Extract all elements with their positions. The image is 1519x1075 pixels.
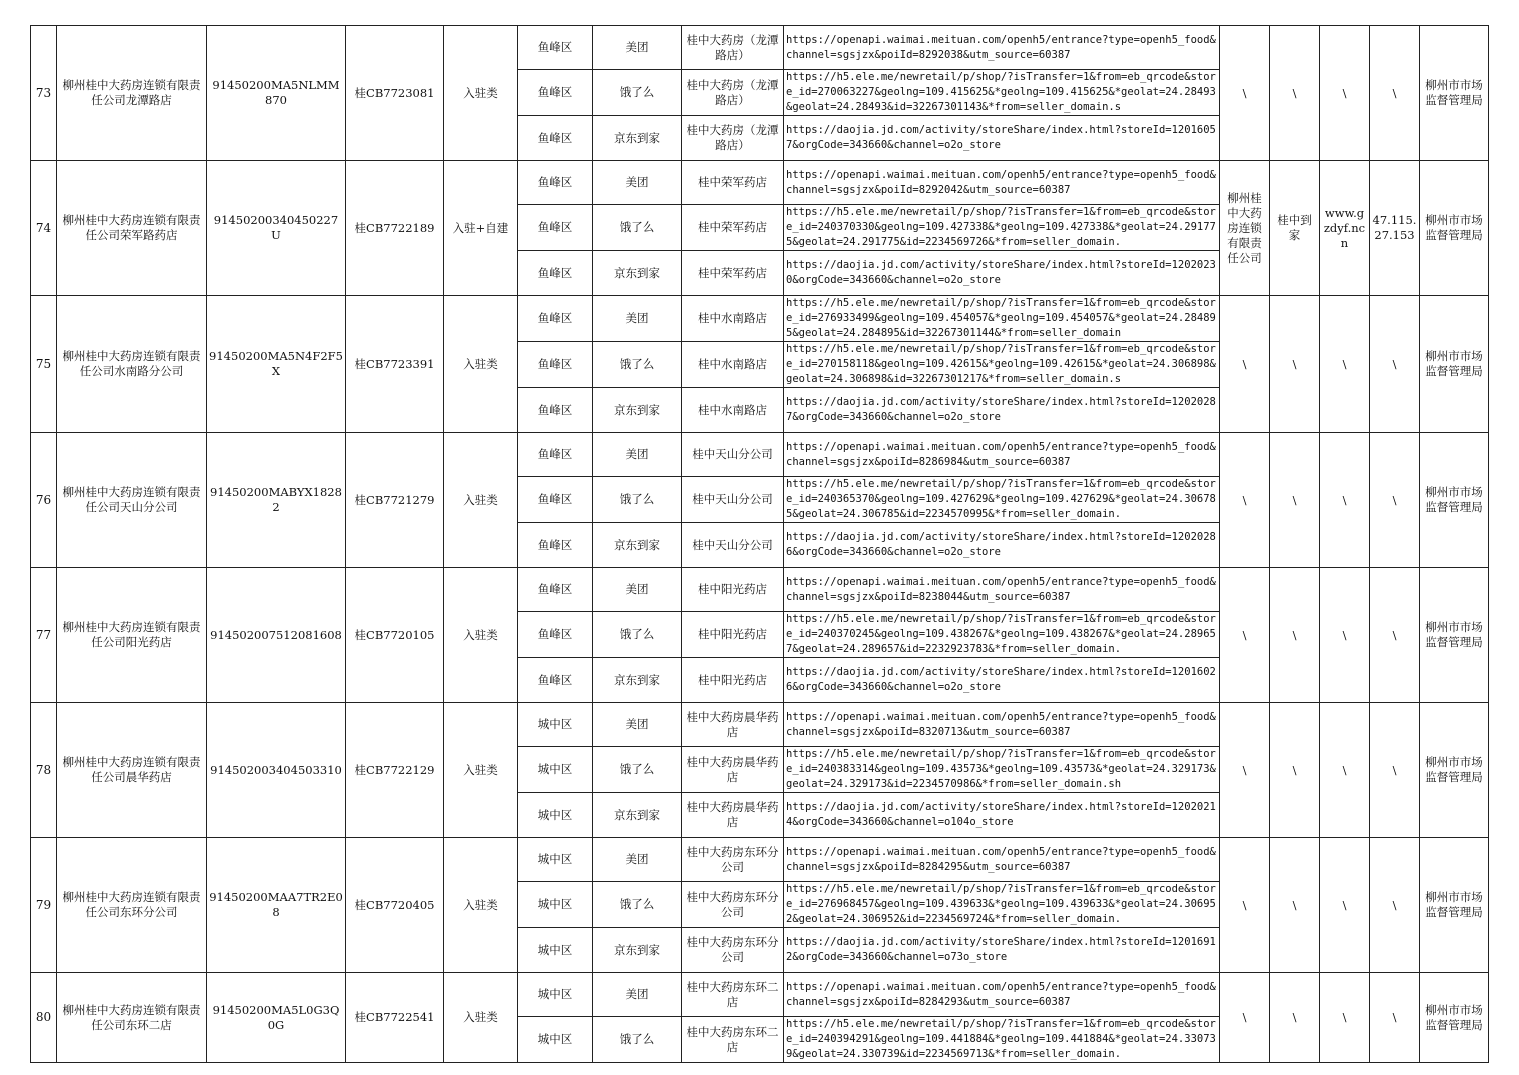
district-cell: 鱼峰区 xyxy=(518,70,593,116)
platform-name-cell: 美团 xyxy=(593,973,682,1017)
platform-name-cell: 饿了么 xyxy=(593,747,682,793)
store-url-link[interactable]: https://h5.ele.me/newretail/p/shop/?isTransfer=1&from=eb_qrcode&store_id=270158118&geolng=109.42615&*geolng=109.42615&*geolat=24.306898&geolat=24.306898&id=32267301217&*from=seller_domain.s xyxy=(786,343,1216,385)
district-cell: 城中区 xyxy=(518,882,593,928)
store-url-link[interactable]: https://daojia.jd.com/activity/storeShare/index.html?storeId=12016912&orgCode=343660&channel=o73o_store xyxy=(786,936,1216,963)
company-name-cell: 柳州桂中大药房连锁有限责任公司水南路分公司 xyxy=(57,296,207,433)
district-cell: 鱼峰区 xyxy=(518,658,593,703)
district-cell: 城中区 xyxy=(518,703,593,747)
store-url-cell xyxy=(784,1017,1220,1063)
platform-name-cell: 美团 xyxy=(593,838,682,882)
access-type-cell: 入驻类 xyxy=(444,973,518,1063)
district-cell: 鱼峰区 xyxy=(518,477,593,523)
store-url-link[interactable]: https://openapi.waimai.meituan.com/openh5/entrance?type=openh5_food&channel=sgsjzx&poiId=8238044&utm_source=60387 xyxy=(786,575,1216,603)
store-url-link[interactable]: https://daojia.jd.com/activity/storeShare/index.html?storeId=12016057&orgCode=343660&channel=o2o_store xyxy=(786,124,1216,151)
store-name-cell: 桂中天山分公司 xyxy=(682,433,784,477)
store-name-cell: 桂中荣军药店 xyxy=(682,205,784,251)
regulator-cell: 柳州市市场监督管理局 xyxy=(1420,973,1489,1063)
ip-address-cell: \ xyxy=(1370,568,1420,703)
store-name-cell: 桂中阳光药店 xyxy=(682,568,784,612)
row-number-cell: 74 xyxy=(31,161,57,296)
store-name-cell: 桂中大药房晨华药店 xyxy=(682,703,784,747)
access-type-cell: 入驻类 xyxy=(444,296,518,433)
store-url-link[interactable]: https://h5.ele.me/newretail/p/shop/?isTransfer=1&from=eb_qrcode&store_id=240383314&geolng=109.43573&*geolng=109.43573&*geolat=24.329173&geolat=24.329173&id=2234570986&*from=seller_domain.sh xyxy=(786,748,1216,790)
store-url-cell xyxy=(784,296,1220,342)
store-url-link[interactable]: https://openapi.waimai.meituan.com/openh5/entrance?type=openh5_food&channel=sgsjzx&poiId=8284293&utm_source=60387 xyxy=(786,980,1216,1008)
store-url-link[interactable]: https://daojia.jd.com/activity/storeShare/index.html?storeId=12020230&orgCode=343660&channel=o2o_store xyxy=(786,259,1216,286)
self-built-name-cell: \ xyxy=(1270,973,1320,1063)
district-cell: 城中区 xyxy=(518,1017,593,1063)
platform-name-cell: 美团 xyxy=(593,296,682,342)
store-url-cell xyxy=(784,116,1220,161)
platform-name-cell: 美团 xyxy=(593,568,682,612)
table-row xyxy=(31,26,1489,70)
store-url-cell xyxy=(784,251,1220,296)
store-url-cell xyxy=(784,973,1220,1017)
store-url-cell xyxy=(784,928,1220,973)
ip-address-cell: \ xyxy=(1370,973,1420,1063)
store-url-cell xyxy=(784,205,1220,251)
store-url-link[interactable]: https://daojia.jd.com/activity/storeShare/index.html?storeId=12020214&orgCode=343660&channel=o104o_store xyxy=(786,801,1216,828)
regulator-cell: 柳州市市场监督管理局 xyxy=(1420,433,1489,568)
regulator-cell: 柳州市市场监督管理局 xyxy=(1420,838,1489,973)
store-registry-table xyxy=(30,25,1489,1063)
store-name-cell: 桂中天山分公司 xyxy=(682,523,784,568)
credit-code-cell: 914502003404503310 xyxy=(207,703,346,838)
district-cell: 鱼峰区 xyxy=(518,342,593,388)
store-name-cell: 桂中荣军药店 xyxy=(682,251,784,296)
self-built-operator-cell: \ xyxy=(1220,973,1270,1063)
regulator-cell: 柳州市市场监督管理局 xyxy=(1420,568,1489,703)
store-url-link[interactable]: https://openapi.waimai.meituan.com/openh5/entrance?type=openh5_food&channel=sgsjzx&poiId=8320713&utm_source=60387 xyxy=(786,710,1216,738)
store-url-link[interactable]: https://h5.ele.me/newretail/p/shop/?isTransfer=1&from=eb_qrcode&store_id=240394291&geolng=109.441884&*geolng=109.441884&*geolat=24.330739&geolat=24.330739&id=2234569713&*from=seller_domain. xyxy=(786,1018,1216,1060)
platform-name-cell: 京东到家 xyxy=(593,388,682,433)
self-built-operator-cell: 柳州桂中大药房连锁有限责任公司 xyxy=(1220,161,1270,296)
platform-name-cell: 饿了么 xyxy=(593,1017,682,1063)
license-number-cell: 桂CB7720405 xyxy=(346,838,444,973)
credit-code-cell: 91450200MA5L0G3Q0G xyxy=(207,973,346,1063)
store-url-cell xyxy=(784,70,1220,116)
store-url-cell xyxy=(784,793,1220,838)
store-url-cell xyxy=(784,612,1220,658)
credit-code-cell: 914502007512081608 xyxy=(207,568,346,703)
license-number-cell: 桂CB7723391 xyxy=(346,296,444,433)
district-cell: 鱼峰区 xyxy=(518,26,593,70)
self-built-name-cell: \ xyxy=(1270,433,1320,568)
domain-cell: www.gzdyf.ncn xyxy=(1320,161,1370,296)
ip-address-cell: \ xyxy=(1370,703,1420,838)
self-built-operator-cell: \ xyxy=(1220,568,1270,703)
store-url-link[interactable]: https://openapi.waimai.meituan.com/openh5/entrance?type=openh5_food&channel=sgsjzx&poiId=8292038&utm_source=60387 xyxy=(786,33,1216,61)
license-number-cell: 桂CB7723081 xyxy=(346,26,444,161)
row-number-cell: 75 xyxy=(31,296,57,433)
store-url-link[interactable]: https://h5.ele.me/newretail/p/shop/?isTransfer=1&from=eb_qrcode&store_id=240370330&geolng=109.427338&*geolng=109.427338&*geolat=24.291775&geolat=24.291775&id=2234569726&*from=seller_domain. xyxy=(786,206,1216,248)
district-cell: 城中区 xyxy=(518,928,593,973)
district-cell: 鱼峰区 xyxy=(518,568,593,612)
table-row xyxy=(31,161,1489,205)
self-built-name-cell: \ xyxy=(1270,296,1320,433)
company-name-cell: 柳州桂中大药房连锁有限责任公司阳光药店 xyxy=(57,568,207,703)
ip-address-cell: \ xyxy=(1370,433,1420,568)
domain-cell: \ xyxy=(1320,433,1370,568)
district-cell: 鱼峰区 xyxy=(518,388,593,433)
table-row xyxy=(31,433,1489,477)
district-cell: 城中区 xyxy=(518,973,593,1017)
access-type-cell: 入驻类 xyxy=(444,26,518,161)
district-cell: 鱼峰区 xyxy=(518,612,593,658)
self-built-name-cell: \ xyxy=(1270,838,1320,973)
platform-name-cell: 美团 xyxy=(593,26,682,70)
platform-name-cell: 美团 xyxy=(593,703,682,747)
platform-name-cell: 京东到家 xyxy=(593,251,682,296)
store-name-cell: 桂中阳光药店 xyxy=(682,658,784,703)
store-url-cell xyxy=(784,658,1220,703)
access-type-cell: 入驻类 xyxy=(444,703,518,838)
table-body xyxy=(31,26,1489,1063)
row-number-cell: 73 xyxy=(31,26,57,161)
regulator-cell: 柳州市市场监督管理局 xyxy=(1420,26,1489,161)
store-url-link[interactable]: https://h5.ele.me/newretail/p/shop/?isTransfer=1&from=eb_qrcode&store_id=276933499&geolng=109.454057&*geolng=109.454057&*geolat=24.284895&geolat=24.284895&id=32267301144&*from=seller_domain xyxy=(786,297,1216,339)
platform-name-cell: 美团 xyxy=(593,433,682,477)
self-built-operator-cell: \ xyxy=(1220,838,1270,973)
store-url-link[interactable]: https://h5.ele.me/newretail/p/shop/?isTransfer=1&from=eb_qrcode&store_id=276968457&geolng=109.439633&*geolng=109.439633&*geolat=24.306952&geolat=24.306952&id=2234569724&*from=seller_domain. xyxy=(786,883,1216,925)
store-url-link[interactable]: https://h5.ele.me/newretail/p/shop/?isTransfer=1&from=eb_qrcode&store_id=240370245&geolng=109.438267&*geolng=109.438267&*geolat=24.289657&geolat=24.289657&id=2232923783&*from=seller_domain. xyxy=(786,613,1216,655)
self-built-name-cell: \ xyxy=(1270,703,1320,838)
domain-cell: \ xyxy=(1320,296,1370,433)
row-number-cell: 79 xyxy=(31,838,57,973)
store-url-link[interactable]: https://h5.ele.me/newretail/p/shop/?isTransfer=1&from=eb_qrcode&store_id=240365370&geolng=109.427629&*geolng=109.427629&*geolat=24.306785&geolat=24.306785&id=2234570995&*from=seller_domain. xyxy=(786,478,1216,520)
store-url-cell xyxy=(784,433,1220,477)
store-name-cell: 桂中大药房东环分公司 xyxy=(682,882,784,928)
credit-code-cell: 91450200MAA7TR2E08 xyxy=(207,838,346,973)
row-number-cell: 80 xyxy=(31,973,57,1063)
self-built-name-cell: 桂中到家 xyxy=(1270,161,1320,296)
domain-cell: \ xyxy=(1320,838,1370,973)
platform-name-cell: 美团 xyxy=(593,161,682,205)
district-cell: 鱼峰区 xyxy=(518,433,593,477)
store-name-cell: 桂中阳光药店 xyxy=(682,612,784,658)
district-cell: 鱼峰区 xyxy=(518,161,593,205)
store-name-cell: 桂中大药房（龙潭路店） xyxy=(682,26,784,70)
license-number-cell: 桂CB7720105 xyxy=(346,568,444,703)
company-name-cell: 柳州桂中大药房连锁有限责任公司晨华药店 xyxy=(57,703,207,838)
platform-name-cell: 京东到家 xyxy=(593,928,682,973)
domain-cell: \ xyxy=(1320,26,1370,161)
store-url-cell xyxy=(784,882,1220,928)
store-url-link[interactable]: https://openapi.waimai.meituan.com/openh5/entrance?type=openh5_food&channel=sgsjzx&poiId=8284295&utm_source=60387 xyxy=(786,845,1216,873)
ip-address-cell: 47.115.27.153 xyxy=(1370,161,1420,296)
store-name-cell: 桂中大药房（龙潭路店） xyxy=(682,70,784,116)
platform-name-cell: 京东到家 xyxy=(593,523,682,568)
access-type-cell: 入驻类 xyxy=(444,838,518,973)
store-url-cell xyxy=(784,161,1220,205)
self-built-name-cell: \ xyxy=(1270,26,1320,161)
store-url-link[interactable]: https://h5.ele.me/newretail/p/shop/?isTransfer=1&from=eb_qrcode&store_id=270063227&geolng=109.415625&*geolng=109.415625&*geolat=24.28493&geolat=24.28493&id=32267301143&*from=seller_domain.s xyxy=(786,71,1216,113)
table-row xyxy=(31,568,1489,612)
store-url-link[interactable]: https://openapi.waimai.meituan.com/openh5/entrance?type=openh5_food&channel=sgsjzx&poiId=8292042&utm_source=60387 xyxy=(786,168,1216,196)
store-name-cell: 桂中大药房东环分公司 xyxy=(682,838,784,882)
store-name-cell: 桂中大药房晨华药店 xyxy=(682,747,784,793)
company-name-cell: 柳州桂中大药房连锁有限责任公司荣军路药店 xyxy=(57,161,207,296)
table-row xyxy=(31,838,1489,882)
platform-name-cell: 饿了么 xyxy=(593,70,682,116)
row-number-cell: 77 xyxy=(31,568,57,703)
store-url-cell xyxy=(784,477,1220,523)
store-url-cell xyxy=(784,838,1220,882)
self-built-operator-cell: \ xyxy=(1220,703,1270,838)
regulator-cell: 柳州市市场监督管理局 xyxy=(1420,296,1489,433)
company-name-cell: 柳州桂中大药房连锁有限责任公司东环分公司 xyxy=(57,838,207,973)
platform-name-cell: 饿了么 xyxy=(593,882,682,928)
credit-code-cell: 91450200MA5NLMM870 xyxy=(207,26,346,161)
license-number-cell: 桂CB7722129 xyxy=(346,703,444,838)
platform-name-cell: 京东到家 xyxy=(593,116,682,161)
company-name-cell: 柳州桂中大药房连锁有限责任公司天山分公司 xyxy=(57,433,207,568)
store-url-cell xyxy=(784,747,1220,793)
domain-cell: \ xyxy=(1320,568,1370,703)
store-name-cell: 桂中天山分公司 xyxy=(682,477,784,523)
store-url-cell xyxy=(784,26,1220,70)
company-name-cell: 柳州桂中大药房连锁有限责任公司东环二店 xyxy=(57,973,207,1063)
store-name-cell: 桂中大药房东环二店 xyxy=(682,1017,784,1063)
store-url-link[interactable]: https://daojia.jd.com/activity/storeShare/index.html?storeId=12020287&orgCode=343660&channel=o2o_store xyxy=(786,396,1216,423)
store-name-cell: 桂中水南路店 xyxy=(682,296,784,342)
access-type-cell: 入驻类 xyxy=(444,568,518,703)
district-cell: 鱼峰区 xyxy=(518,205,593,251)
credit-code-cell: 91450200MABYX18282 xyxy=(207,433,346,568)
access-type-cell: 入驻类 xyxy=(444,433,518,568)
district-cell: 鱼峰区 xyxy=(518,116,593,161)
domain-cell: \ xyxy=(1320,703,1370,838)
store-name-cell: 桂中荣军药店 xyxy=(682,161,784,205)
store-url-cell xyxy=(784,342,1220,388)
table-row xyxy=(31,296,1489,342)
district-cell: 城中区 xyxy=(518,747,593,793)
table-row xyxy=(31,973,1489,1017)
store-url-cell xyxy=(784,703,1220,747)
domain-cell: \ xyxy=(1320,973,1370,1063)
access-type-cell: 入驻+自建 xyxy=(444,161,518,296)
store-name-cell: 桂中大药房晨华药店 xyxy=(682,793,784,838)
platform-name-cell: 京东到家 xyxy=(593,658,682,703)
store-url-cell xyxy=(784,388,1220,433)
district-cell: 鱼峰区 xyxy=(518,251,593,296)
license-number-cell: 桂CB7722541 xyxy=(346,973,444,1063)
platform-name-cell: 饿了么 xyxy=(593,477,682,523)
credit-code-cell: 91450200MA5N4F2F5X xyxy=(207,296,346,433)
platform-name-cell: 京东到家 xyxy=(593,793,682,838)
store-url-cell xyxy=(784,523,1220,568)
platform-name-cell: 饿了么 xyxy=(593,205,682,251)
ip-address-cell: \ xyxy=(1370,26,1420,161)
self-built-name-cell: \ xyxy=(1270,568,1320,703)
store-url-link[interactable]: https://daojia.jd.com/activity/storeShare/index.html?storeId=12016026&orgCode=343660&channel=o2o_store xyxy=(786,666,1216,693)
row-number-cell: 76 xyxy=(31,433,57,568)
self-built-operator-cell: \ xyxy=(1220,26,1270,161)
credit-code-cell: 91450200340450227U xyxy=(207,161,346,296)
company-name-cell: 柳州桂中大药房连锁有限责任公司龙潭路店 xyxy=(57,26,207,161)
license-number-cell: 桂CB7721279 xyxy=(346,433,444,568)
district-cell: 城中区 xyxy=(518,793,593,838)
district-cell: 鱼峰区 xyxy=(518,523,593,568)
store-name-cell: 桂中大药房东环二店 xyxy=(682,973,784,1017)
store-url-link[interactable]: https://openapi.waimai.meituan.com/openh5/entrance?type=openh5_food&channel=sgsjzx&poiId=8286984&utm_source=60387 xyxy=(786,440,1216,468)
self-built-operator-cell: \ xyxy=(1220,433,1270,568)
table-row xyxy=(31,703,1489,747)
regulator-cell: 柳州市市场监督管理局 xyxy=(1420,703,1489,838)
license-number-cell: 桂CB7722189 xyxy=(346,161,444,296)
ip-address-cell: \ xyxy=(1370,296,1420,433)
store-name-cell: 桂中大药房东环分公司 xyxy=(682,928,784,973)
ip-address-cell: \ xyxy=(1370,838,1420,973)
platform-name-cell: 饿了么 xyxy=(593,612,682,658)
store-url-cell xyxy=(784,568,1220,612)
store-name-cell: 桂中大药房（龙潭路店） xyxy=(682,116,784,161)
district-cell: 城中区 xyxy=(518,838,593,882)
district-cell: 鱼峰区 xyxy=(518,296,593,342)
row-number-cell: 78 xyxy=(31,703,57,838)
regulator-cell: 柳州市市场监督管理局 xyxy=(1420,161,1489,296)
platform-name-cell: 饿了么 xyxy=(593,342,682,388)
store-url-link[interactable]: https://daojia.jd.com/activity/storeShare/index.html?storeId=12020286&orgCode=343660&channel=o2o_store xyxy=(786,531,1216,558)
self-built-operator-cell: \ xyxy=(1220,296,1270,433)
store-name-cell: 桂中水南路店 xyxy=(682,342,784,388)
store-name-cell: 桂中水南路店 xyxy=(682,388,784,433)
